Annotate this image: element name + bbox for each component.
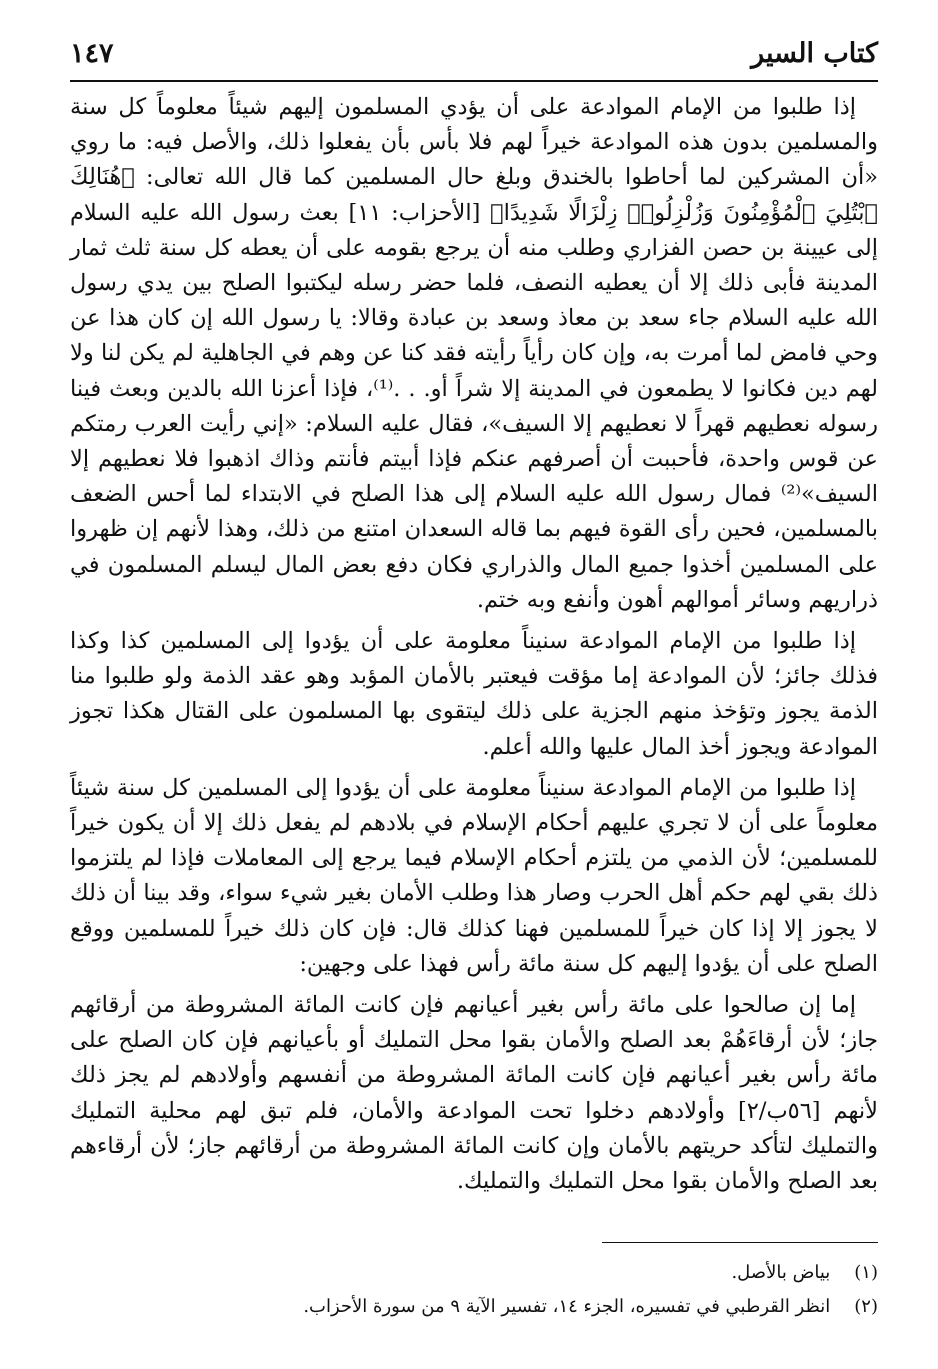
header-title: كتاب السير bbox=[751, 38, 878, 69]
footnote-number: (٢) bbox=[854, 1296, 878, 1317]
header-divider bbox=[70, 80, 878, 82]
footnote-2 bbox=[70, 1290, 878, 1324]
footnotes bbox=[70, 1256, 878, 1324]
footnote-divider bbox=[602, 1242, 878, 1243]
page-number: ١٤٧ bbox=[70, 38, 114, 69]
main-text bbox=[70, 90, 878, 1205]
footnote-text: انظر القرطبي في تفسيره، الجزء ١٤، تفسير الآية ٩ من سورة الأحزاب. bbox=[303, 1296, 831, 1317]
paragraph-4: إما إن صالحوا على مائة رأس بغير أعيانهم فإن كانت المائة المشروطة من أرقائهم جاز؛ لأن أرقاءَهُمْ بعد الصلح والأمان بقوا محل التمليك أو بأعيانهم فإن كان الصلح على مائة رأس بغير أعيانهم فإن كانت المائة المشروطة من أنفسهم وأولادهم لم يجز ذلك لأنهم [٥٦ب/٢] وأولادهم دخلوا تحت الموادعة والأمان، فلم تبق لهم محلية التمليك والتمليك لتأكد حريتهم بالأمان وإن كانت المائة المشروطة من أرقائهم جاز؛ لأن أرقاءهم بعد الصلح والأمان بقوا محل التمليك والتمليك. bbox=[70, 992, 879, 1195]
paragraph-3: إذا طلبوا من الإمام الموادعة سنيناً معلومة على أن يؤدوا إلى المسلمين كل سنة شيئاً معلوماً على أن لا تجري عليهم أحكام الإسلام في بلادهم لم يفعل ذلك إلا أن يكون خيراً للمسلمين؛ لأن الذمي من يلتزم أحكام الإسلام فيما يرجع إلى المعاملات فإذا لم يلتزموا ذلك بقي لهم حكم أهل الحرب وصار هذا وطلب الأمان بغير شيء سواء، وقد بينا أن ذلك لا يجوز إلا إذا كان خيراً للمسلمين فهنا كذلك قال: فإن كان ذلك خيراً للمسلمين ووقع الصلح على أن يؤدوا إليهم كل سنة مائة رأس فهذا على وجهين: bbox=[70, 774, 878, 977]
paragraph-2: إذا طلبوا من الإمام الموادعة سنيناً معلومة على أن يؤدوا إلى المسلمين كذا وكذا فذلك جائز؛ لأن الموادعة إما مؤقت فيعتبر بالأمان المؤبد وهو عقد الذمة ولو طلبوا منا الذمة يجوز وتؤخذ منهم الجزية على ذلك ليتقوى بها المسلمون على القتال هكذا تجوز الموادعة ويجوز أخذ المال عليها والله أعلم. bbox=[70, 628, 878, 760]
paragraph-1: إذا طلبوا من الإمام الموادعة على أن يؤدي المسلمون إليهم شيئاً معلوماً كل سنة والمسلمين بدون هذه الموادعة خيراً لهم فلا بأس بأن يفعلوا ذلك، والأصل فيه: ما روي «أن المشركين لما أحاطوا بالخندق وبلغ حال المسلمين كما قال الله تعالى: ﴿هُنَالِكَ ٱبْتُلِيَ ٱلْمُؤْمِنُونَ وَزُلْزِلُوا۟ زِلْزَالًا شَدِيدًا﴾ [الأحزاب: ١١] بعث رسول الله عليه السلام إلى عيينة بن حصن الفزاري وطلب منه أن يرجع بقومه على أن يعطه كل سنة ثلث ثمار المدينة فأبى ذلك إلا أن يعطيه النصف، فلما حضر رسله ليكتبوا الصلح بين يدي رسول الله عليه السلام جاء سعد بن معاذ وسعد بن عبادة وقالا: يا رسول الله إن كان هذا عن وحي فامض لما أمرت به، وإن كان رأياً رأيته فقد كنا عن وهم في الجاهلية لم يكن لنا ولا لهم دين فكانوا لا يطمعون في المدينة إلا شراً أو. . .⁽¹⁾، فإذا أعزنا الله بالدين وبعث فينا رسوله نعطيهم قهراً لا نعطيهم إلا السيف»، فقال عليه السلام: «إني رأيت العرب رمتكم عن قوس واحدة، فأحببت أن أصرفهم عنكم فإذا أبيتم فأنتم وذاك اذهبوا فلا نعطيهم إلا السيف»⁽²⁾ فمال رسول الله عليه السلام إلى هذا الصلح في الابتداء لما أحس الضعف بالمسلمين، فحين رأى القوة فيهم بما قاله السعدان امتنع من ذلك، وهذا لأنهم إن ظهروا على المسلمين أخذوا جميع المال والذراري فكان دفع بعض المال ليسلم المسلمون في ذراريهم وسائر أموالهم أهون وأنفع وبه ختم. bbox=[70, 94, 878, 613]
running-header bbox=[70, 34, 878, 74]
footnote-text: بياض بالأصل. bbox=[731, 1262, 831, 1283]
footnote-1 bbox=[70, 1256, 878, 1290]
footnote-number: (١) bbox=[854, 1262, 878, 1283]
